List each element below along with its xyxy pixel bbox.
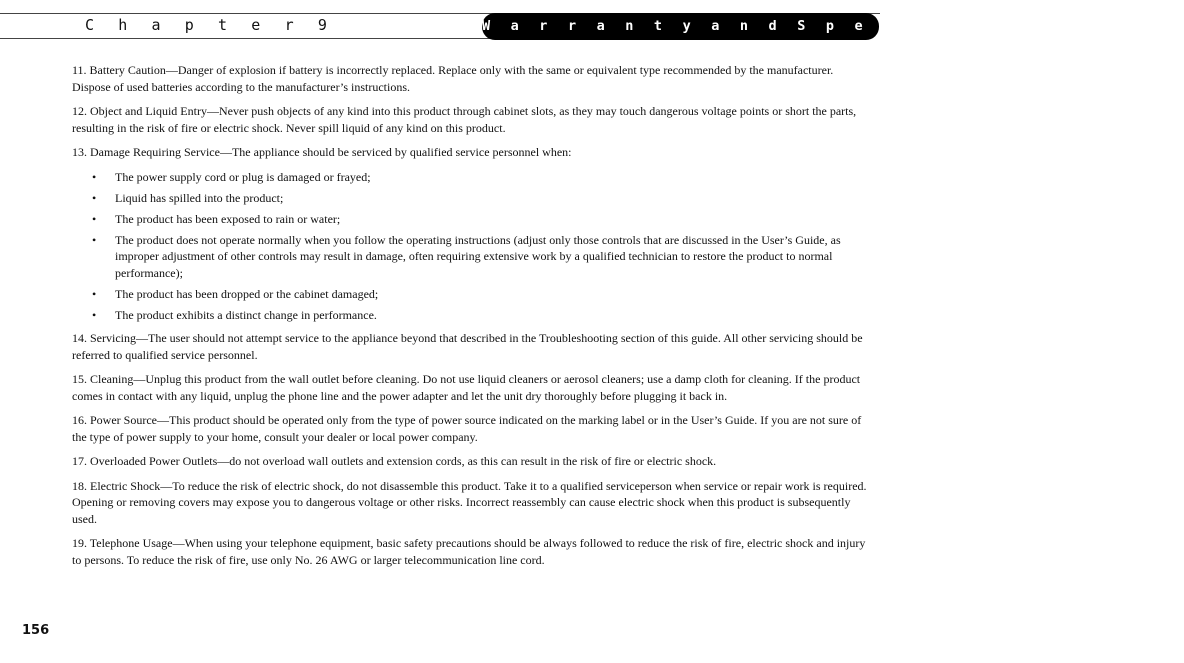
list-item: • The power supply cord or plug is damaged or frayed;: [72, 169, 872, 186]
document-body: [72, 62, 872, 576]
paragraph-electric-shock: 18. Electric Shock—To reduce the risk of electric shock, do not disassemble this product. Take it to a qualified serviceperson when service or repair work is required. Opening or removing covers may expose you to dangerous voltage or other risks. Incorrect reassembly can cause electric shock when this product is subsequently used.: [72, 478, 867, 526]
paragraph-damage-requiring-service: 13. Damage Requiring Service—The appliance should be serviced by qualified service personnel when:: [72, 145, 572, 159]
paragraph-overloaded-outlets: 17. Overloaded Power Outlets—do not overload wall outlets and extension cords, as this can result in the risk of fire or electric shock.: [72, 454, 717, 468]
list-item: • The product does not operate normally when you follow the operating instructions (adjust only those controls that are discussed in the User’s Guide, as improper adjustment of other controls may result in damage, often requiring extensive work by a qualified technician to restore the product to normal performance);: [72, 232, 872, 282]
list-item: • The product has been exposed to rain or water;: [72, 211, 872, 228]
paragraph-object-liquid-entry: 12. Object and Liquid Entry—Never push objects of any kind into this product through cabinet slots, as they may touch dangerous voltage points or short the parts, resulting in the risk of fire or electric shock. Never spill liquid of any kind on this product.: [72, 104, 857, 135]
paragraph-telephone-usage: 19. Telephone Usage—When using your telephone equipment, basic safety precautions should be always followed to reduce the risk of fire, electric shock and injury to persons. To reduce the risk of fire, use only No. 26 AWG or larger telecommunication line cord.: [72, 536, 866, 567]
section-title: W a r r a n t y a n d S p e c i f i c a t i o n s: [482, 13, 879, 40]
paragraph-servicing: 14. Servicing—The user should not attempt service to the appliance beyond that described in the Troubleshooting section of this guide. All other servicing should be referred to qualified service personnel.: [72, 331, 863, 362]
page-number: 156: [22, 623, 50, 638]
list-item: • The product has been dropped or the cabinet damaged;: [72, 286, 872, 303]
chapter-label: C h a p t e r 9: [85, 16, 335, 34]
list-item: • The product exhibits a distinct change in performance.: [72, 307, 872, 324]
service-conditions-list: [72, 169, 872, 324]
list-item: • Liquid has spilled into the product;: [72, 190, 872, 207]
paragraph-cleaning: 15. Cleaning—Unplug this product from the wall outlet before cleaning. Do not use liquid cleaners or aerosol cleaners; use a damp cloth for cleaning. If the product comes in contact with any liquid, unplug the phone line and the power adapter and let the unit dry thoroughly before plugging it back in.: [72, 372, 861, 403]
paragraph-battery-caution: 11. Battery Caution—Danger of explosion if battery is incorrectly replaced. Replace only with the same or equivalent type recommended by the manufacturer. Dispose of used batteries according to the manufacturer’s instructions.: [72, 63, 834, 94]
header-rule-bottom: [0, 38, 490, 39]
paragraph-power-source: 16. Power Source—This product should be operated only from the type of power source indicated on the marking label or in the User’s Guide. If you are not sure of the type of power supply to your home, consult your dealer or local power company.: [72, 413, 862, 444]
